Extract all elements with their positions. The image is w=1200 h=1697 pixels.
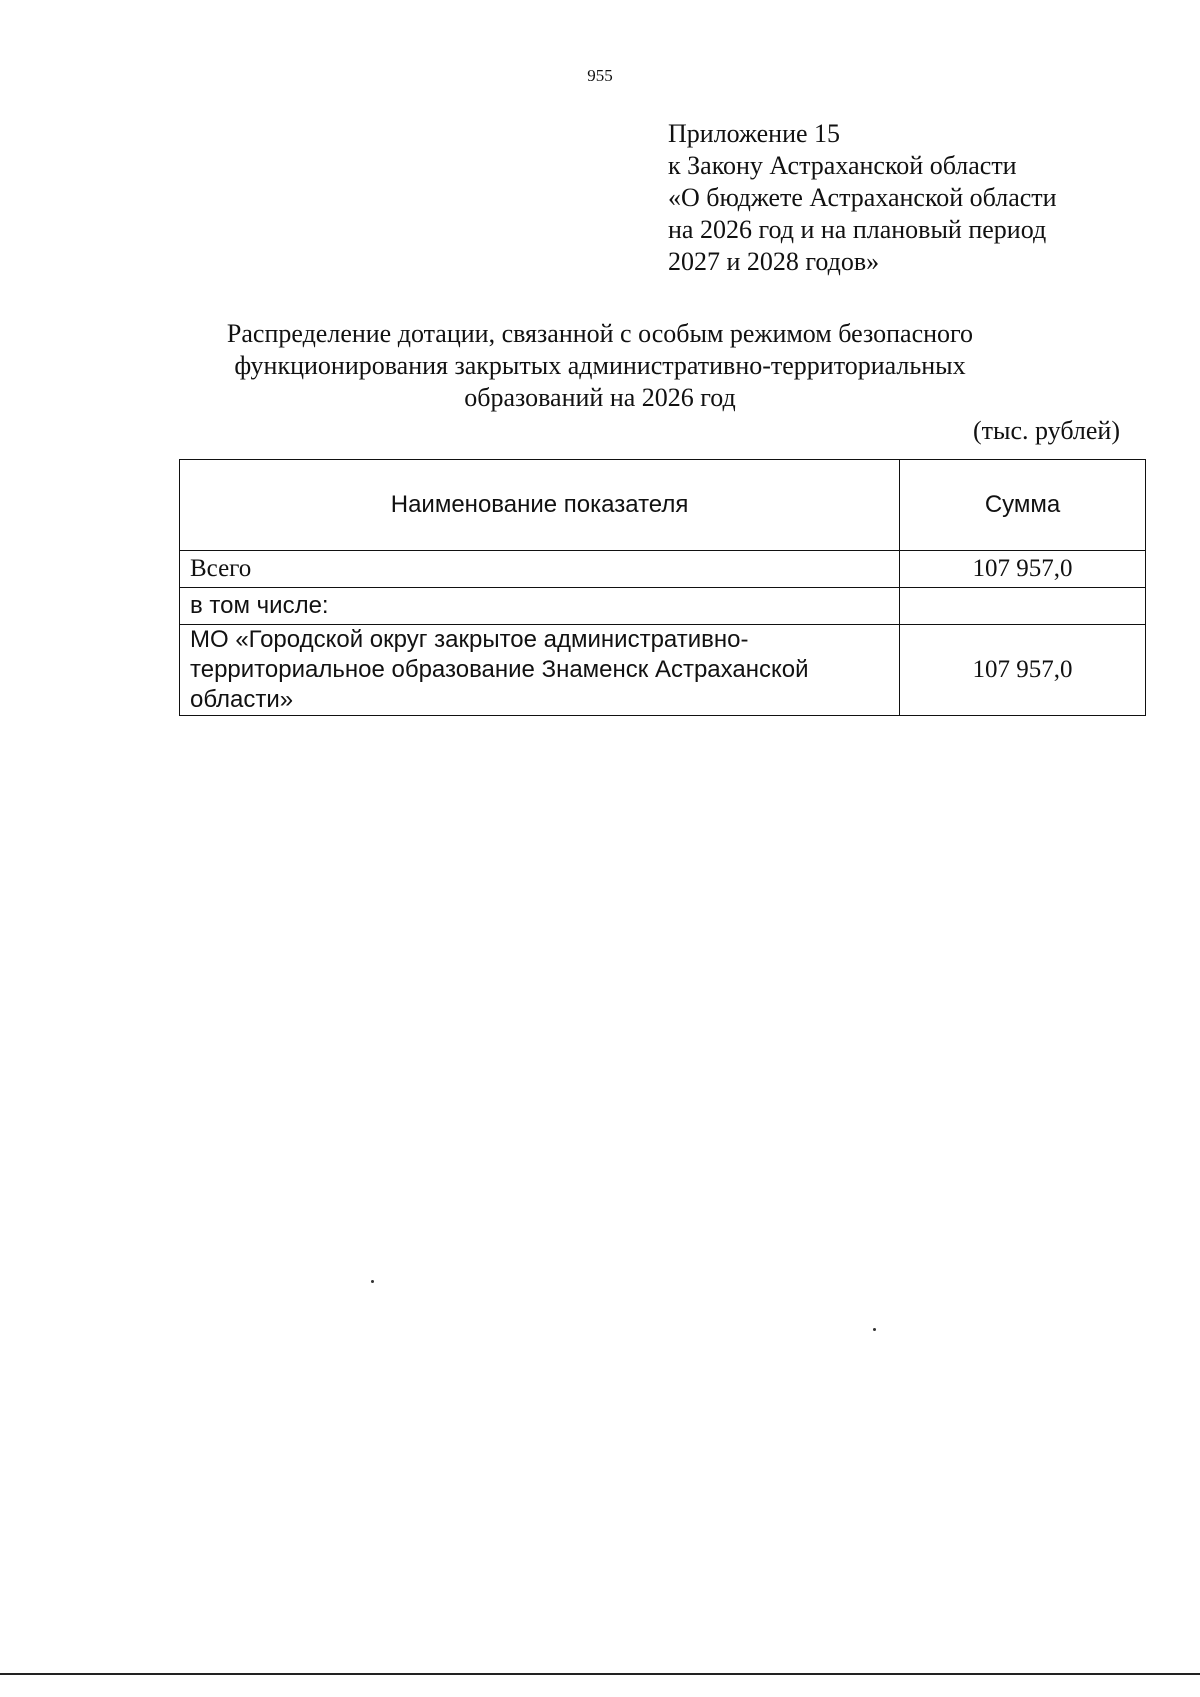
appendix-line: к Закону Астраханской области [668,151,1017,180]
row-name: Всего [180,551,900,588]
subsidy-table [179,459,1146,716]
title-line: образований на 2026 год [464,383,736,412]
table-row [180,588,1146,625]
header-sum: Сумма [900,460,1146,551]
appendix-line: 2027 и 2028 годов» [668,247,880,276]
title-line: Распределение дотации, связанной с особым режимом безопасного [226,319,974,348]
scan-speck [371,1280,374,1283]
appendix-line: «О бюджете Астраханской области [668,183,1057,212]
row-sum: 107 957,0 [900,625,1146,716]
appendix-line: на 2026 год и на плановый период [668,215,1047,244]
table-row [180,551,1146,588]
document-title [140,318,1060,414]
bottom-rule [0,1673,1200,1675]
page-number: 955 [587,66,613,85]
appendix-reference [668,118,1148,278]
row-sum [900,588,1146,625]
row-name: МО «Городской округ закрытое административно-территориальное образование Знаменск Астраханской области» [180,625,900,716]
table-row [180,625,1146,716]
units-label: (тыс. рублей) [972,416,1120,445]
scan-speck [873,1328,876,1331]
appendix-line: Приложение 15 [668,119,841,148]
table-header-row [180,460,1146,551]
title-line: функционирования закрытых административно-территориальных [234,351,966,380]
row-name: в том числе: [180,588,900,625]
header-name: Наименование показателя [180,460,900,551]
row-sum: 107 957,0 [900,551,1146,588]
